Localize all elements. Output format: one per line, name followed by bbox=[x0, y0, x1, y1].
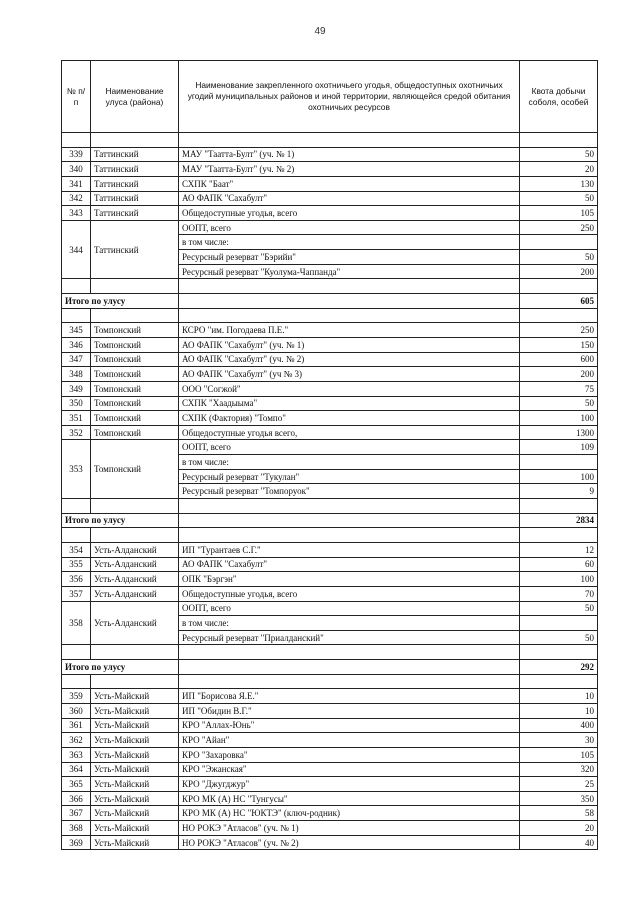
district-cell: Усть-Алданский bbox=[91, 557, 179, 572]
spacer-row bbox=[62, 645, 598, 660]
empty-cell bbox=[179, 499, 520, 514]
row-number: 354 bbox=[62, 542, 91, 557]
land-cell: АО ФАПК "Сахабулт" (уч. № 1) bbox=[179, 337, 520, 352]
row-number: 350 bbox=[62, 396, 91, 411]
header-district: Наименование улуса (района) bbox=[91, 61, 179, 133]
district-cell: Томпонский bbox=[91, 411, 179, 426]
table-row bbox=[62, 425, 598, 440]
empty-cell bbox=[179, 674, 520, 689]
district-cell: Томпонский bbox=[91, 440, 179, 499]
table-body bbox=[62, 133, 598, 850]
table-row bbox=[62, 396, 598, 411]
quota-cell bbox=[520, 616, 598, 631]
quota-cell: 600 bbox=[520, 352, 598, 367]
empty-cell bbox=[520, 279, 598, 294]
district-cell: Таттинский bbox=[91, 176, 179, 191]
land-cell: НО РОКЭ "Атласов" (уч. № 2) bbox=[179, 835, 520, 850]
row-number: 357 bbox=[62, 586, 91, 601]
empty-cell bbox=[179, 645, 520, 660]
district-cell: Усть-Алданский bbox=[91, 572, 179, 587]
quota-cell: 12 bbox=[520, 542, 598, 557]
land-cell: АО ФАПК "Сахабулт" bbox=[179, 557, 520, 572]
empty-cell bbox=[520, 645, 598, 660]
land-cell: Ресурсный резерват "Тукулан" bbox=[179, 469, 520, 484]
empty-cell bbox=[62, 499, 91, 514]
land-cell: КРО МК (А) НС "Тунгусы" bbox=[179, 791, 520, 806]
table-row bbox=[62, 821, 598, 836]
row-number: 356 bbox=[62, 572, 91, 587]
empty-cell bbox=[91, 645, 179, 660]
land-cell: АО ФАПК "Сахабулт" (уч. № 2) bbox=[179, 352, 520, 367]
spacer-row bbox=[62, 308, 598, 323]
total-label: Итого по улусу bbox=[62, 660, 179, 675]
row-number: 346 bbox=[62, 337, 91, 352]
district-cell: Усть-Майский bbox=[91, 791, 179, 806]
quota-cell: 40 bbox=[520, 835, 598, 850]
empty-cell bbox=[91, 308, 179, 323]
empty-cell bbox=[179, 308, 520, 323]
district-cell: Усть-Майский bbox=[91, 733, 179, 748]
row-number: 351 bbox=[62, 411, 91, 426]
quota-cell: 10 bbox=[520, 703, 598, 718]
quota-cell: 105 bbox=[520, 206, 598, 221]
land-cell: КРО "Айан" bbox=[179, 733, 520, 748]
district-cell: Таттинский bbox=[91, 191, 179, 206]
land-cell: Ресурсный резерват "Куолума-Чаппанда" bbox=[179, 264, 520, 279]
header-num: № п/п bbox=[62, 61, 91, 133]
district-cell: Усть-Майский bbox=[91, 777, 179, 792]
empty-cell bbox=[179, 133, 520, 148]
table-row bbox=[62, 762, 598, 777]
land-cell: ООПТ, всего bbox=[179, 601, 520, 616]
quota-cell: 200 bbox=[520, 264, 598, 279]
empty-cell bbox=[520, 499, 598, 514]
empty-cell bbox=[179, 279, 520, 294]
row-number: 342 bbox=[62, 191, 91, 206]
land-cell: КРО МК (А) НС "ЮКТЭ" (ключ-родник) bbox=[179, 806, 520, 821]
table-header bbox=[62, 61, 598, 133]
land-cell: МАУ "Таатта-Булт" (уч. № 1) bbox=[179, 147, 520, 162]
total-quota: 2834 bbox=[520, 513, 598, 528]
quota-cell: 50 bbox=[520, 250, 598, 265]
land-cell: Общедоступные угодья всего, bbox=[179, 425, 520, 440]
empty-cell bbox=[62, 133, 91, 148]
land-cell: Ресурсный резерват "Бэрийи" bbox=[179, 250, 520, 265]
quota-cell: 105 bbox=[520, 747, 598, 762]
table-row bbox=[62, 323, 598, 338]
land-cell: ИП "Борисова Я.Е." bbox=[179, 689, 520, 704]
district-cell: Усть-Алданский bbox=[91, 601, 179, 645]
district-cell: Усть-Майский bbox=[91, 821, 179, 836]
quota-cell: 25 bbox=[520, 777, 598, 792]
quota-cell: 100 bbox=[520, 411, 598, 426]
table-row bbox=[62, 777, 598, 792]
spacer-row bbox=[62, 499, 598, 514]
district-cell: Усть-Майский bbox=[91, 689, 179, 704]
land-cell: СХПК "Хаадыыма" bbox=[179, 396, 520, 411]
empty-cell bbox=[179, 528, 520, 543]
district-cell: Таттинский bbox=[91, 206, 179, 221]
total-quota: 292 bbox=[520, 660, 598, 675]
quota-cell: 250 bbox=[520, 323, 598, 338]
page-number: 49 bbox=[314, 26, 326, 37]
row-number: 339 bbox=[62, 147, 91, 162]
district-cell: Томпонский bbox=[91, 352, 179, 367]
quota-cell: 100 bbox=[520, 469, 598, 484]
table-row bbox=[62, 367, 598, 382]
empty-cell bbox=[520, 308, 598, 323]
district-cell: Томпонский bbox=[91, 425, 179, 440]
empty-cell bbox=[179, 513, 520, 528]
table-row bbox=[62, 220, 598, 235]
district-cell: Усть-Алданский bbox=[91, 586, 179, 601]
total-row bbox=[62, 660, 598, 675]
table-row bbox=[62, 557, 598, 572]
spacer-row bbox=[62, 674, 598, 689]
land-cell: КРО "Эжанская" bbox=[179, 762, 520, 777]
district-cell: Усть-Алданский bbox=[91, 542, 179, 557]
quota-cell: 50 bbox=[520, 191, 598, 206]
district-cell: Томпонский bbox=[91, 396, 179, 411]
district-cell: Томпонский bbox=[91, 381, 179, 396]
district-cell: Томпонский bbox=[91, 323, 179, 338]
land-cell: ООПТ, всего bbox=[179, 440, 520, 455]
row-number: 361 bbox=[62, 718, 91, 733]
row-number: 352 bbox=[62, 425, 91, 440]
land-cell: Общедоступные угодья, всего bbox=[179, 206, 520, 221]
row-number: 353 bbox=[62, 440, 91, 499]
land-cell: в том числе: bbox=[179, 455, 520, 470]
row-number: 348 bbox=[62, 367, 91, 382]
quota-cell: 70 bbox=[520, 586, 598, 601]
table-row bbox=[62, 147, 598, 162]
district-cell: Усть-Майский bbox=[91, 703, 179, 718]
row-number: 369 bbox=[62, 835, 91, 850]
table-row bbox=[62, 162, 598, 177]
table-row bbox=[62, 572, 598, 587]
empty-cell bbox=[179, 660, 520, 675]
row-number: 344 bbox=[62, 220, 91, 279]
quota-cell: 30 bbox=[520, 733, 598, 748]
table-row bbox=[62, 337, 598, 352]
table-row bbox=[62, 806, 598, 821]
table-row bbox=[62, 191, 598, 206]
quota-cell: 75 bbox=[520, 381, 598, 396]
quota-cell: 250 bbox=[520, 220, 598, 235]
total-row bbox=[62, 294, 598, 309]
table-row bbox=[62, 703, 598, 718]
table-row bbox=[62, 206, 598, 221]
quota-cell: 100 bbox=[520, 572, 598, 587]
quota-cell: 50 bbox=[520, 601, 598, 616]
quota-cell bbox=[520, 455, 598, 470]
land-cell: СХПК (Фактория) "Томпо" bbox=[179, 411, 520, 426]
total-label: Итого по улусу bbox=[62, 294, 179, 309]
table-row bbox=[62, 835, 598, 850]
district-cell: Томпонский bbox=[91, 367, 179, 382]
empty-cell bbox=[62, 308, 91, 323]
land-cell: СХПК "Баат" bbox=[179, 176, 520, 191]
land-cell: в том числе: bbox=[179, 616, 520, 631]
header-land: Наименование закрепленного охотничьего угодья, общедоступных охотничьих угодий муниципальных районов и иной территории, являющейся средой обитания охотничьих ресурсов bbox=[179, 61, 520, 133]
empty-cell bbox=[62, 645, 91, 660]
row-number: 368 bbox=[62, 821, 91, 836]
quota-cell: 130 bbox=[520, 176, 598, 191]
table-row bbox=[62, 747, 598, 762]
spacer-row bbox=[62, 279, 598, 294]
empty-cell bbox=[91, 528, 179, 543]
row-number: 355 bbox=[62, 557, 91, 572]
quota-cell: 9 bbox=[520, 484, 598, 499]
row-number: 359 bbox=[62, 689, 91, 704]
table-row bbox=[62, 733, 598, 748]
district-cell: Усть-Майский bbox=[91, 718, 179, 733]
row-number: 365 bbox=[62, 777, 91, 792]
table-row bbox=[62, 586, 598, 601]
row-number: 345 bbox=[62, 323, 91, 338]
land-cell: ОПК "Бэргэн" bbox=[179, 572, 520, 587]
table-row bbox=[62, 791, 598, 806]
empty-cell bbox=[179, 294, 520, 309]
quota-cell: 320 bbox=[520, 762, 598, 777]
row-number: 343 bbox=[62, 206, 91, 221]
quota-cell: 1300 bbox=[520, 425, 598, 440]
row-number: 364 bbox=[62, 762, 91, 777]
table-row bbox=[62, 689, 598, 704]
quota-cell: 60 bbox=[520, 557, 598, 572]
empty-cell bbox=[62, 674, 91, 689]
table-row bbox=[62, 411, 598, 426]
row-number: 366 bbox=[62, 791, 91, 806]
land-cell: Общедоступные угодья, всего bbox=[179, 586, 520, 601]
empty-cell bbox=[62, 279, 91, 294]
district-cell: Усть-Майский bbox=[91, 747, 179, 762]
row-number: 363 bbox=[62, 747, 91, 762]
quota-cell: 10 bbox=[520, 689, 598, 704]
land-cell: Ресурсный резерват "Томпоруок" bbox=[179, 484, 520, 499]
spacer-row bbox=[62, 528, 598, 543]
spacer-row bbox=[62, 133, 598, 148]
table-row bbox=[62, 176, 598, 191]
land-cell: КСРО "им. Погодаева П.Е." bbox=[179, 323, 520, 338]
empty-cell bbox=[62, 528, 91, 543]
table-row bbox=[62, 440, 598, 455]
land-cell: КРО "Захаровка" bbox=[179, 747, 520, 762]
quota-cell: 350 bbox=[520, 791, 598, 806]
district-cell: Таттинский bbox=[91, 162, 179, 177]
quota-cell: 150 bbox=[520, 337, 598, 352]
land-cell: АО ФАПК "Сахабулт" bbox=[179, 191, 520, 206]
land-cell: ООО "Согжой" bbox=[179, 381, 520, 396]
quota-cell: 20 bbox=[520, 162, 598, 177]
land-cell: КРО "Джугджур" bbox=[179, 777, 520, 792]
row-number: 360 bbox=[62, 703, 91, 718]
empty-cell bbox=[520, 528, 598, 543]
land-cell: ИП "Турантаев С.Г." bbox=[179, 542, 520, 557]
table-row bbox=[62, 352, 598, 367]
quota-cell: 58 bbox=[520, 806, 598, 821]
quota-cell: 50 bbox=[520, 147, 598, 162]
empty-cell bbox=[520, 133, 598, 148]
quota-cell: 200 bbox=[520, 367, 598, 382]
row-number: 347 bbox=[62, 352, 91, 367]
land-cell: НО РОКЭ "Атласов" (уч. № 1) bbox=[179, 821, 520, 836]
table-row bbox=[62, 601, 598, 616]
quota-cell bbox=[520, 235, 598, 250]
land-cell: ООПТ, всего bbox=[179, 220, 520, 235]
quota-cell: 109 bbox=[520, 440, 598, 455]
land-cell: МАУ "Таатта-Булт" (уч. № 2) bbox=[179, 162, 520, 177]
quota-cell: 50 bbox=[520, 630, 598, 645]
quota-cell: 50 bbox=[520, 396, 598, 411]
table-row bbox=[62, 718, 598, 733]
district-cell: Таттинский bbox=[91, 220, 179, 279]
land-cell: Ресурсный резерват "Приалданский" bbox=[179, 630, 520, 645]
sable-quota-table bbox=[61, 60, 598, 850]
header-quota: Квота добычи соболя, особей bbox=[520, 61, 598, 133]
quota-cell: 400 bbox=[520, 718, 598, 733]
empty-cell bbox=[520, 674, 598, 689]
district-cell: Усть-Майский bbox=[91, 806, 179, 821]
district-cell: Усть-Майский bbox=[91, 835, 179, 850]
district-cell: Таттинский bbox=[91, 147, 179, 162]
total-row bbox=[62, 513, 598, 528]
empty-cell bbox=[91, 279, 179, 294]
row-number: 349 bbox=[62, 381, 91, 396]
land-cell: КРО "Аллах-Юнь" bbox=[179, 718, 520, 733]
empty-cell bbox=[91, 133, 179, 148]
land-cell: ИП "Обидин В.Г." bbox=[179, 703, 520, 718]
row-number: 367 bbox=[62, 806, 91, 821]
row-number: 340 bbox=[62, 162, 91, 177]
district-cell: Усть-Майский bbox=[91, 762, 179, 777]
table-row bbox=[62, 542, 598, 557]
row-number: 362 bbox=[62, 733, 91, 748]
quota-cell: 20 bbox=[520, 821, 598, 836]
empty-cell bbox=[91, 674, 179, 689]
land-cell: АО ФАПК "Сахабулт" (уч № 3) bbox=[179, 367, 520, 382]
row-number: 341 bbox=[62, 176, 91, 191]
row-number: 358 bbox=[62, 601, 91, 645]
land-cell: в том числе: bbox=[179, 235, 520, 250]
district-cell: Томпонский bbox=[91, 337, 179, 352]
total-label: Итого по улусу bbox=[62, 513, 179, 528]
empty-cell bbox=[91, 499, 179, 514]
table-row bbox=[62, 381, 598, 396]
total-quota: 605 bbox=[520, 294, 598, 309]
